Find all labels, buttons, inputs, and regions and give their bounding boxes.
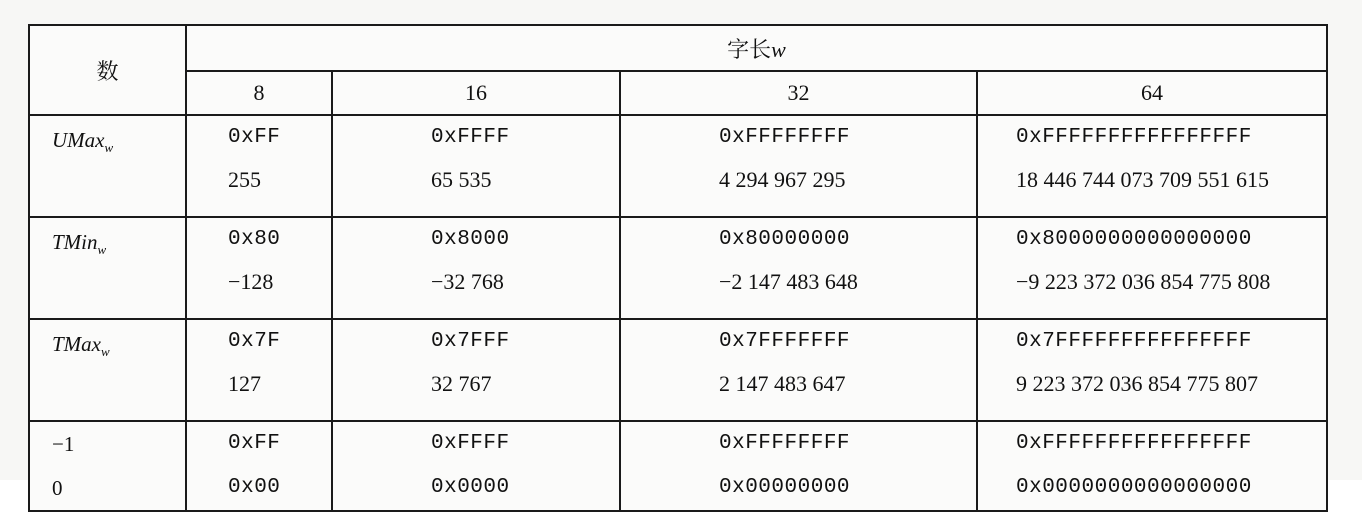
- table-cell: [977, 319, 1327, 421]
- dec-value: −9 223 372 036 854 775 808: [1016, 269, 1271, 294]
- row-label-text: TMin: [52, 230, 98, 254]
- hex-value: 0x7FFF: [431, 330, 510, 353]
- number-column-header: [29, 25, 186, 115]
- table-cell: [186, 115, 332, 217]
- minus-one-label: −1: [52, 432, 75, 456]
- table-cell: [332, 319, 620, 421]
- table-row-tmax: [29, 319, 1327, 421]
- table-cell: [332, 217, 620, 319]
- table-cell: [620, 319, 977, 421]
- table-cell: [620, 217, 977, 319]
- width-header-8: 8: [186, 71, 332, 115]
- dec-value: 32 767: [431, 371, 492, 396]
- hex-value: 0x0000000000000000: [1016, 476, 1252, 499]
- table-row-special: [29, 421, 1327, 511]
- table-row-umax: [29, 115, 1327, 217]
- dec-value: −32 768: [431, 269, 504, 294]
- hex-value: 0x80000000: [719, 228, 851, 251]
- dec-value: 255: [228, 167, 261, 192]
- dec-value: 18 446 744 073 709 551 615: [1016, 167, 1269, 192]
- table-cell: [977, 421, 1327, 511]
- hex-value: 0x80: [228, 228, 281, 251]
- table-cell: [620, 115, 977, 217]
- row-label-subscript: w: [104, 140, 114, 156]
- hex-value: 0x7FFFFFFF: [719, 330, 851, 353]
- word-size-var: w: [771, 36, 786, 62]
- table-cell: [186, 319, 332, 421]
- hex-value: 0x7F: [228, 330, 281, 353]
- row-label-umax: [29, 115, 186, 217]
- row-label-text: UMax: [52, 128, 105, 152]
- dec-value: −128: [228, 269, 274, 294]
- hex-value: 0x8000000000000000: [1016, 228, 1252, 251]
- row-label-subscript: w: [97, 242, 107, 258]
- hex-value: 0xFFFFFFFFFFFFFFFF: [1016, 432, 1252, 455]
- table-cell: [977, 217, 1327, 319]
- dec-value: 9 223 372 036 854 775 807: [1016, 371, 1258, 396]
- word-size-values-table: [28, 24, 1328, 512]
- row-label-tmin: [29, 217, 186, 319]
- dec-value: 4 294 967 295: [719, 167, 846, 192]
- hex-value: 0x00: [228, 476, 281, 499]
- width-header-16: 16: [332, 71, 620, 115]
- dec-value: −2 147 483 648: [719, 269, 858, 294]
- table-cell: [977, 115, 1327, 217]
- width-header-32: 32: [620, 71, 977, 115]
- hex-value: 0xFF: [228, 126, 281, 149]
- row-label-tmax: [29, 319, 186, 421]
- row-label-text: TMax: [52, 332, 101, 356]
- hex-value: 0xFFFF: [431, 126, 510, 149]
- word-size-header: [186, 25, 1327, 71]
- header-row-widths: [29, 71, 1327, 115]
- row-label-special: [29, 421, 186, 511]
- word-size-label: 字长: [727, 36, 772, 62]
- table-cell: [332, 115, 620, 217]
- hex-value: 0x0000: [431, 476, 510, 499]
- table-cell: [332, 421, 620, 511]
- table-cell: [620, 421, 977, 511]
- row-label-subscript: w: [101, 344, 110, 360]
- hex-value: 0xFFFFFFFFFFFFFFFF: [1016, 126, 1252, 149]
- hex-value: 0xFFFFFFFF: [719, 432, 851, 455]
- table-row-tmin: [29, 217, 1327, 319]
- hex-value: 0xFF: [228, 432, 281, 455]
- number-header-label: 数: [96, 58, 119, 84]
- hex-value: 0x8000: [431, 228, 510, 251]
- hex-value: 0x00000000: [719, 476, 851, 499]
- table-cell: [186, 217, 332, 319]
- hex-value: 0xFFFF: [431, 432, 510, 455]
- table-cell: [186, 421, 332, 511]
- hex-value: 0x7FFFFFFFFFFFFFFF: [1016, 330, 1252, 353]
- dec-value: 127: [228, 371, 261, 396]
- dec-value: 2 147 483 647: [719, 371, 846, 396]
- hex-value: 0xFFFFFFFF: [719, 126, 851, 149]
- dec-value: 65 535: [431, 167, 492, 192]
- header-row-top: [29, 25, 1327, 71]
- zero-label: 0: [52, 476, 63, 500]
- width-header-64: 64: [977, 71, 1327, 115]
